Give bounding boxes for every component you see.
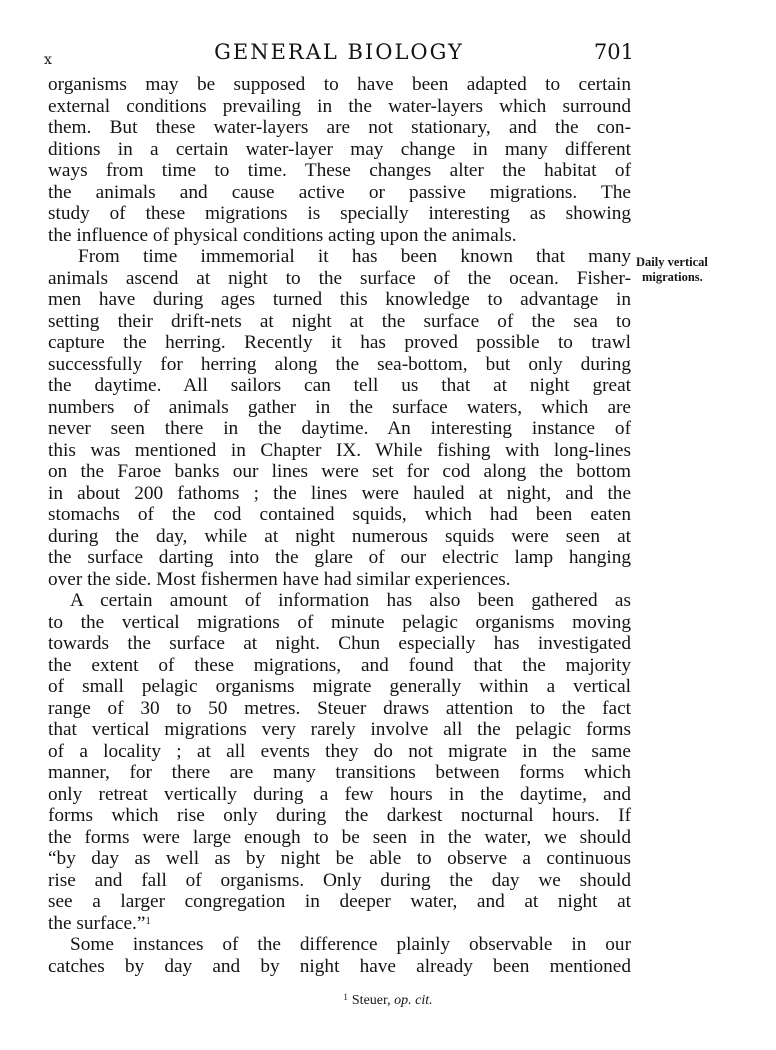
paragraph-start-line: A certain amount of information has also been gathered as bbox=[70, 590, 631, 611]
text-line: animals ascend at night to the surface of the ocean. Fisher- bbox=[48, 267, 631, 289]
text-line: the daytime. All sailors can tell us that at night great bbox=[48, 375, 631, 396]
text-line: the surface darting into the glare of our electric lamp hanging bbox=[48, 547, 631, 568]
text-line: numbers of animals gather in the surface waters, which are bbox=[48, 396, 631, 418]
body-text bbox=[48, 74, 631, 977]
text-line: of a locality ; at all events they do not migrate in the same bbox=[48, 740, 631, 762]
footnote-citation: op. cit. bbox=[394, 993, 433, 1008]
text-line: to the vertical migrations of minute pelagic organisms moving bbox=[48, 611, 631, 633]
margin-note-line-2: migrations. bbox=[642, 270, 703, 284]
footnote bbox=[0, 993, 776, 1009]
running-title: GENERAL BIOLOGY bbox=[214, 40, 464, 64]
text-line: during the day, while at night numerous squids were seen at bbox=[48, 525, 631, 547]
text-line: successfully for herring along the sea-bottom, but only during bbox=[48, 353, 631, 375]
footnote-marker: 1 bbox=[343, 992, 348, 1002]
text-line: them. But these water-layers are not stationary, and the con- bbox=[48, 117, 631, 138]
text-line: over the side. Most fishermen have had similar experiences. bbox=[48, 568, 511, 590]
text-line: the forms were large enough to be seen in the water, we should bbox=[48, 826, 631, 848]
text-line bbox=[48, 913, 631, 935]
text-line: towards the surface at night. Chun especially has investigated bbox=[48, 633, 631, 654]
margin-note bbox=[636, 255, 766, 285]
signature-mark: x bbox=[44, 52, 52, 68]
text-line: of small pelagic organisms migrate generally within a vertical bbox=[48, 676, 631, 697]
text-line: organisms may be supposed to have been adapted to certain bbox=[48, 74, 631, 95]
running-head bbox=[44, 40, 634, 70]
text-line: in about 200 fathoms ; the lines were hauled at night, and the bbox=[48, 482, 631, 504]
text-line: forms which rise only during the darkest nocturnal hours. If bbox=[48, 805, 631, 826]
text-line: ditions in a certain water-layer may change in many different bbox=[48, 138, 631, 160]
text-line: “by day as well as by night be able to observe a continuous bbox=[48, 848, 631, 869]
text-line: see a larger congregation in deeper water, and at night at bbox=[48, 891, 631, 912]
paragraph-start-line: Some instances of the difference plainly observable in our bbox=[70, 934, 631, 955]
text-line: the influence of physical conditions acting upon the animals. bbox=[48, 224, 517, 246]
footnote-reference: 1 bbox=[145, 914, 151, 927]
footnote-author: Steuer, bbox=[351, 993, 391, 1008]
text-line: manner, for there are many transitions between forms which bbox=[48, 762, 631, 783]
text-line: ways from time to time. These changes alter the habitat of bbox=[48, 160, 631, 181]
text-line: catches by day and by night have already been mentioned bbox=[48, 955, 631, 977]
text-line: capture the herring. Recently it has proved possible to trawl bbox=[48, 332, 631, 353]
text-line: rise and fall of organisms. Only during the day we should bbox=[48, 869, 631, 891]
text-line: men have during ages turned this knowledge to advantage in bbox=[48, 289, 631, 310]
text-line: the animals and cause active or passive migrations. The bbox=[48, 181, 631, 203]
paragraph-start-line: From time immemorial it has been known that many bbox=[78, 246, 631, 267]
text-line: stomachs of the cod contained squids, which had been eaten bbox=[48, 504, 631, 525]
margin-note-line-1: Daily vertical bbox=[636, 255, 708, 269]
text-line: external conditions prevailing in the water-layers which surround bbox=[48, 95, 631, 117]
text-line: setting their drift-nets at night at the surface of the sea to bbox=[48, 310, 631, 332]
text-line: study of these migrations is specially interesting as showing bbox=[48, 203, 631, 224]
quote-end-text: the surface.” bbox=[48, 912, 146, 934]
page-number: 701 bbox=[593, 40, 634, 64]
text-line: range of 30 to 50 metres. Steuer draws attention to the fact bbox=[48, 697, 631, 719]
text-line: this was mentioned in Chapter IX. While fishing with long-lines bbox=[48, 439, 631, 461]
text-line: that vertical migrations very rarely involve all the pelagic forms bbox=[48, 719, 631, 740]
text-line: the extent of these migrations, and found that the majority bbox=[48, 654, 631, 676]
text-line: never seen there in the daytime. An interesting instance of bbox=[48, 418, 631, 439]
text-line: on the Faroe banks our lines were set for cod along the bottom bbox=[48, 461, 631, 482]
text-line: only retreat vertically during a few hours in the daytime, and bbox=[48, 783, 631, 805]
